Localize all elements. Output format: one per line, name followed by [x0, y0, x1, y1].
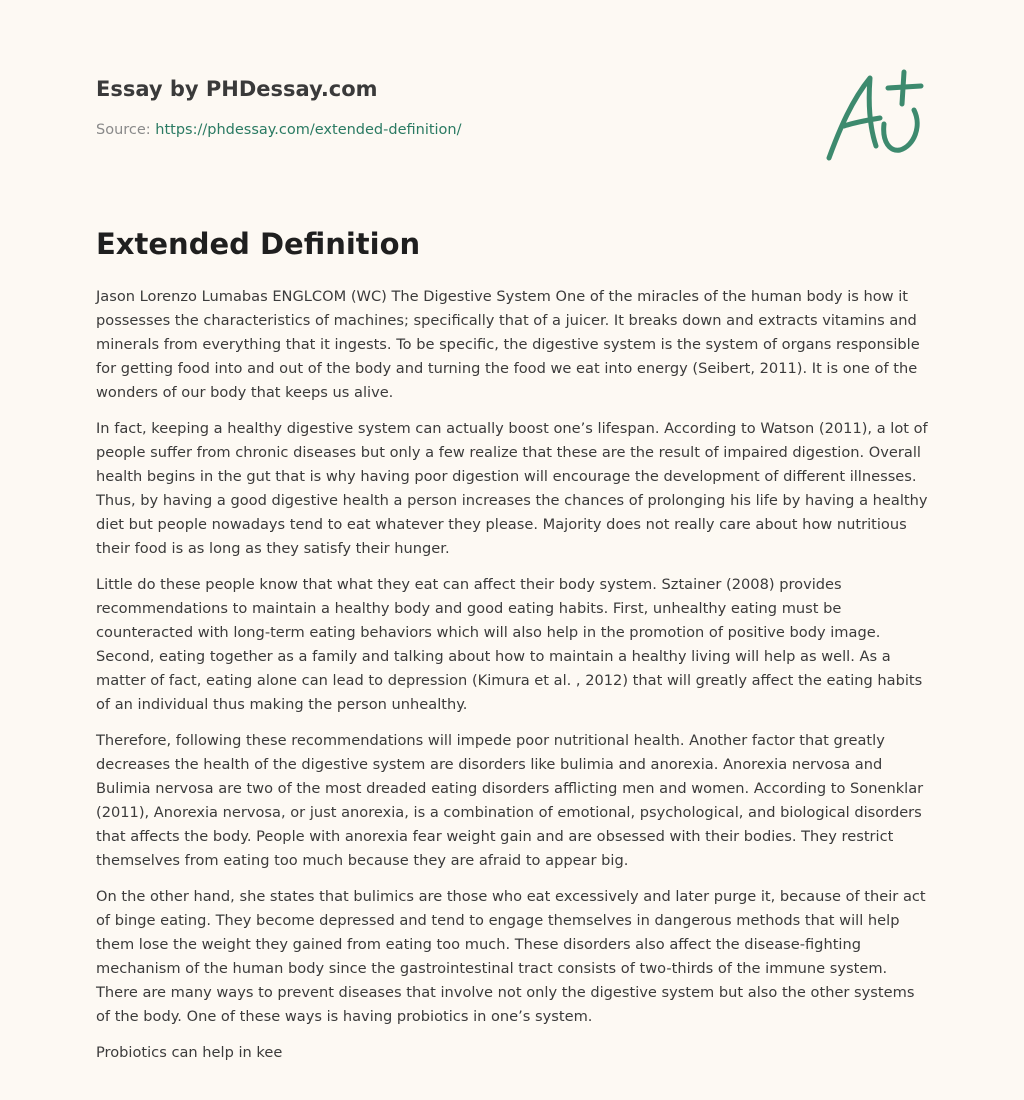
article-body — [96, 285, 930, 1077]
a-plus-logo-icon — [818, 66, 928, 166]
site-brand: Essay by PHDessay.com — [96, 77, 378, 101]
article-paragraph: Little do these people know that what they eat can affect their body system. Sztainer (2008) provides recommendations to maintain a healthy body and good eating habits. First, unhealthy eating must be counteracted with long-term eating behaviors which will also help in the promotion of positive body image. Second, eating together as a family and talking about how to maintain a healthy living will help as well. As a matter of fact, eating alone can lead to depression (Kimura et al. , 2012) that will greatly affect the eating habits of an individual thus making the person unhealthy. — [96, 576, 923, 713]
source-link[interactable]: https://phdessay.com/extended-definition/ — [155, 122, 462, 138]
article-paragraph: On the other hand, she states that bulimics are those who eat excessively and later purge it, because of their act of binge eating. They become depressed and tend to engage themselves in dangerous methods that will help them lose the weight they gained from eating too much. These disorders also affect the disease-fighting mechanism of the human body since the gastrointestinal tract consists of two-thirds of the immune system. There are many ways to prevent diseases that involve not only the digestive system but also the other systems of the body. One of these ways is having probiotics in one’s system. — [96, 888, 926, 1025]
source-line — [96, 120, 796, 140]
article-title: Extended Definition — [96, 227, 421, 261]
page-header — [96, 74, 796, 140]
article-paragraph-truncated: Probiotics can help in kee — [96, 1044, 283, 1061]
article-paragraph: Therefore, following these recommendations will impede poor nutritional health. Another factor that greatly decreases the health of the digestive system are disorders like bulimia and anorexia. Anorexia nervosa and Bulimia nervosa are two of the most dreaded eating disorders afflicting men and women. According to Sonenklar (2011), Anorexia nervosa, or just anorexia, is a combination of emotional, psychological, and biological disorders that affects the body. People with anorexia fear weight gain and are obsessed with their bodies. They restrict themselves from eating too much because they are afraid to appear big. — [96, 732, 924, 869]
source-label: Source: — [96, 122, 151, 138]
article-paragraph: Jason Lorenzo Lumabas ENGLCOM (WC) The Digestive System One of the miracles of the human body is how it possesses the characteristics of machines; specifically that of a juicer. It breaks down and extracts vitamins and minerals from everything that it ingests. To be specific, the digestive system is the system of organs responsible for getting food into and out of the body and turning the food we eat into energy (Seibert, 2011). It is one of the wonders of our body that keeps us alive. — [96, 288, 920, 401]
article-paragraph: In fact, keeping a healthy digestive system can actually boost one’s lifespan. According to Watson (2011), a lot of people suffer from chronic diseases but only a few realize that these are the result of impaired digestion. Overall health begins in the gut that is why having poor digestion will encourage the development of different illnesses. Thus, by having a good digestive health a person increases the chances of prolonging his life by having a healthy diet but people nowadays tend to eat whatever they please. Majority does not really care about how nutritious their food is as long as they satisfy their hunger. — [96, 420, 928, 557]
